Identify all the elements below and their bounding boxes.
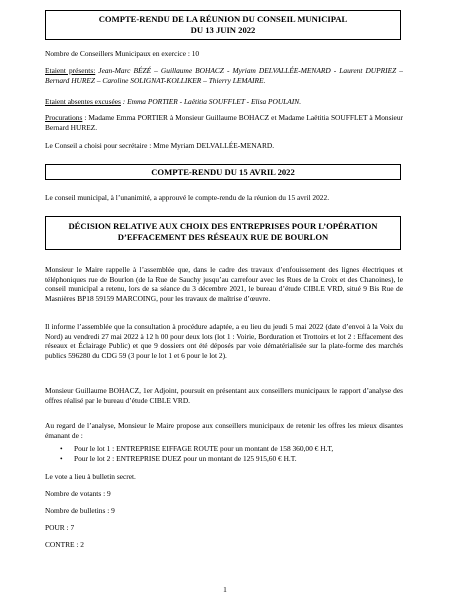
proxy-label: Procurations [45, 113, 83, 122]
decision-box [45, 216, 401, 250]
councillor-count: Nombre de Conseillers Municipaux en exercice : 10 [45, 49, 200, 58]
list-item [60, 454, 400, 464]
bullet-icon: • [60, 454, 63, 463]
previous-minutes-box [45, 164, 401, 180]
present-names: Jean-Marc BÉZÉ – Guillaume BOHACZ - Myriam DELVALLÉE-MENARD - Laurent DUPRIEZ – Bernard HUREZ – Caroline SOLIGNAT-KOLLIKER – Thierry LEMAIRE. [45, 66, 403, 85]
bullet-icon: • [60, 444, 63, 453]
offers-list [60, 444, 400, 464]
meeting-title-box [45, 10, 401, 40]
absent-label: Etaient absentes excusées [45, 97, 121, 106]
vote-intro: Le vote a lieu à bulletin secret. [45, 472, 136, 481]
page-number: 1 [223, 585, 227, 594]
voters-count: Nombre de votants : 9 [45, 489, 111, 498]
proxy-text: : Madame Emma PORTIER à Monsieur Guillaume BOHACZ et Madame Laëtitia SOUFFLET à Monsieur Bernard HUREZ. [45, 113, 403, 132]
ballots-count: Nombre de bulletins : 9 [45, 506, 115, 515]
list-item [60, 444, 400, 454]
votes-against: CONTRE : 2 [45, 540, 85, 549]
meeting-title-line2: DU 13 JUIN 2022 [190, 25, 256, 35]
previous-minutes-title: COMPTE-RENDU DU 15 AVRIL 2022 [151, 167, 295, 177]
absent-names: : Emma PORTIER - Laëtitia SOUFFLET - Elisa POULAIN. [120, 97, 302, 106]
votes-for: POUR : 7 [45, 523, 75, 532]
decision-title-line2: D’EFFACEMENT DES RÉSEAUX RUE DE BOURLON [117, 232, 329, 242]
meeting-title-line1: COMPTE-RENDU DE LA RÉUNION DU CONSEIL MUNICIPAL [98, 14, 348, 24]
consultation-paragraph: Il informe l’assemblée que la consultation à procédure adaptée, a eu lieu du jeudi 5 mai 2022 (date d’envoi à la Voix du Nord) au vendredi 27 mai 2022 à 12 h 00 pour deux lots (lot 1 : Voirie, Borduration et Trottoirs et lot 2 : Effacement des réseaux et Éclairage Public) et que 9 dossiers ont été déposés par voie dématérialisée sur la plate-forme des marchés publics 596280 du CDG 59 (3 pour le lot 1 et 6 pour le lot 2). [45, 322, 403, 360]
present-label: Etaient présents: [45, 66, 96, 75]
analysis-paragraph: Monsieur Guillaume BOHACZ, 1er Adjoint, poursuit en présentant aux conseillers municipaux le rapport d’analyse des offres réalisé par le bureau d’étude CIBLE VRD. [45, 386, 403, 405]
absent-paragraph [45, 97, 403, 107]
approval-line: Le conseil municipal, à l’unanimité, a approuvé le compte-rendu de la réunion du 15 avril 2022. [45, 193, 330, 202]
offer-lot1: Pour le lot 1 : ENTREPRISE EIFFAGE ROUTE pour un montant de 158 360,00 € H.T, [74, 444, 334, 453]
recall-paragraph: Monsieur le Maire rappelle à l’assemblée que, dans le cadre des travaux d’enfouissement des lignes électriques et téléphoniques rue de Bourlon (de la Rue de Sauchy jusqu’au carrefour avec les Rues de la Croix et des Chanoines), le conseil municipal a retenu, lors de sa séance du 3 décembre 2021, le bureau d’étude CIBLE VRD, situé 9 Bis Rue de Masnières BP18 59159 MARCOING, pour les travaux de maîtrise d’œuvre. [45, 265, 403, 303]
proxy-paragraph [45, 113, 403, 132]
present-paragraph [45, 66, 403, 85]
decision-title-line1: DÉCISION RELATIVE AUX CHOIX DES ENTREPRISES POUR L’OPÉRATION [68, 221, 378, 231]
secretary-line: Le Conseil a choisi pour secrétaire : Mme Myriam DELVALLÉE-MENARD. [45, 141, 275, 150]
proposal-paragraph: Au regard de l’analyse, Monsieur le Maire propose aux conseillers municipaux de retenir les offres les mieux disantes émanant de : [45, 421, 403, 440]
offer-lot2: Pour le lot 2 : ENTREPRISE DUEZ pour un montant de 125 915,60 € H.T. [74, 454, 297, 463]
